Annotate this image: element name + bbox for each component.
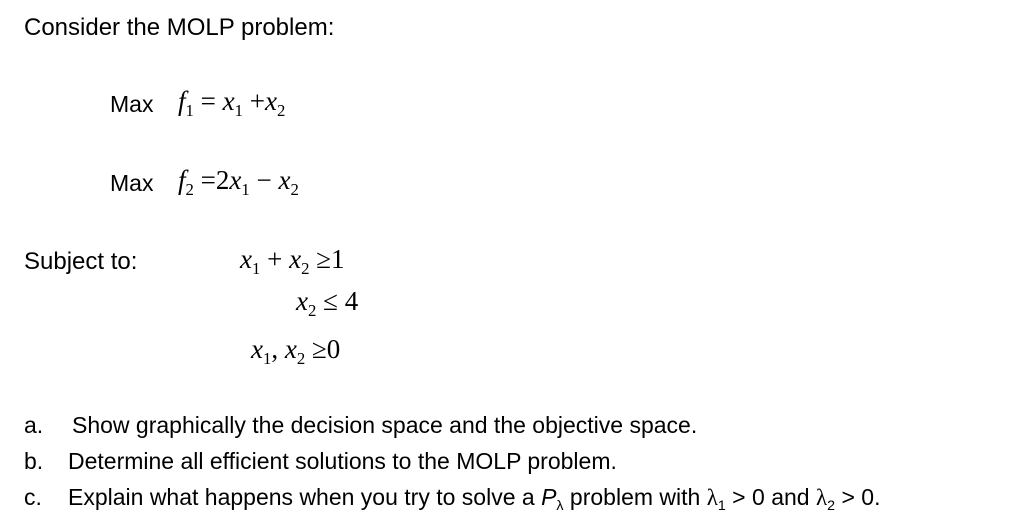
obj1-eq: = [200,86,216,116]
obj1-op: + [249,86,265,116]
qc-pre: Explain what happens when you try to solve a [68,484,542,510]
obj1-func-sub: 1 [185,100,194,120]
c3-sep: , [271,334,279,364]
qc-l2-sub: 2 [827,497,836,514]
qc-lambda-1: λ [706,485,718,510]
question-b-text: Determine all efficient solutions to the MOLP problem. [68,448,617,474]
c3-sub2: 2 [296,348,306,368]
c1-rhs: 1 [331,244,345,274]
obj2-term1-var: x [229,165,242,195]
question-b-letter: b. [24,448,44,474]
question-c-letter: c. [24,484,42,510]
obj2-op: − [256,165,272,195]
c1-sub2: 2 [301,258,310,278]
c3-var1: x [251,334,263,364]
obj1-term2-var: x [264,86,277,116]
obj2-coef1: 2 [215,165,230,195]
obj2-func: f [178,165,186,195]
qc-p: P [541,484,557,510]
subject-to-label: Subject to: [24,248,138,275]
c1-rel: ≥ [316,244,332,274]
qc-l1-sub: 1 [717,497,726,514]
obj2-func-sub: 2 [185,179,194,199]
c2-rel: ≤ [323,286,338,316]
c2-var: x [296,286,308,316]
obj1-func: f [178,86,186,116]
obj1-term2-sub: 2 [276,100,286,120]
objective-2-label: Max [110,170,154,196]
c1-var2: x [289,244,302,274]
constraint-3 [251,334,341,368]
question-c-text [68,484,881,514]
obj2-term2-var: x [278,165,291,195]
obj2-term2-sub: 2 [290,179,299,199]
c3-var2: x [284,334,297,364]
objective-1-expression [178,86,286,120]
c1-op: + [267,244,283,274]
c3-rel: ≥ [311,334,327,364]
c2-rhs: 4 [344,286,359,316]
qc-p-sub: λ [556,497,564,514]
question-a-text: Show graphically the decision space and the objective space. [72,412,698,438]
qc-gt2: > 0. [835,484,881,510]
obj2-eq: = [200,165,216,195]
c1-sub1: 1 [251,258,261,278]
intro-text: Consider the MOLP problem: [24,14,335,41]
constraint-2 [296,286,359,320]
c3-rhs: 0 [326,334,341,364]
objective-2-expression [178,165,299,199]
obj1-term1-var: x [222,86,235,116]
c1-var1: x [240,244,252,274]
c2-sub: 2 [307,300,317,320]
constraint-1 [240,244,345,278]
qc-mid: problem with [563,484,707,510]
qc-lambda-2: λ [815,485,828,510]
obj1-term1-sub: 1 [234,100,243,120]
obj2-term1-sub: 1 [241,179,250,199]
objective-1-label: Max [110,91,154,117]
c3-sub1: 1 [262,348,272,368]
question-a-letter: a. [24,412,44,438]
qc-gt1: > 0 and [725,484,816,510]
